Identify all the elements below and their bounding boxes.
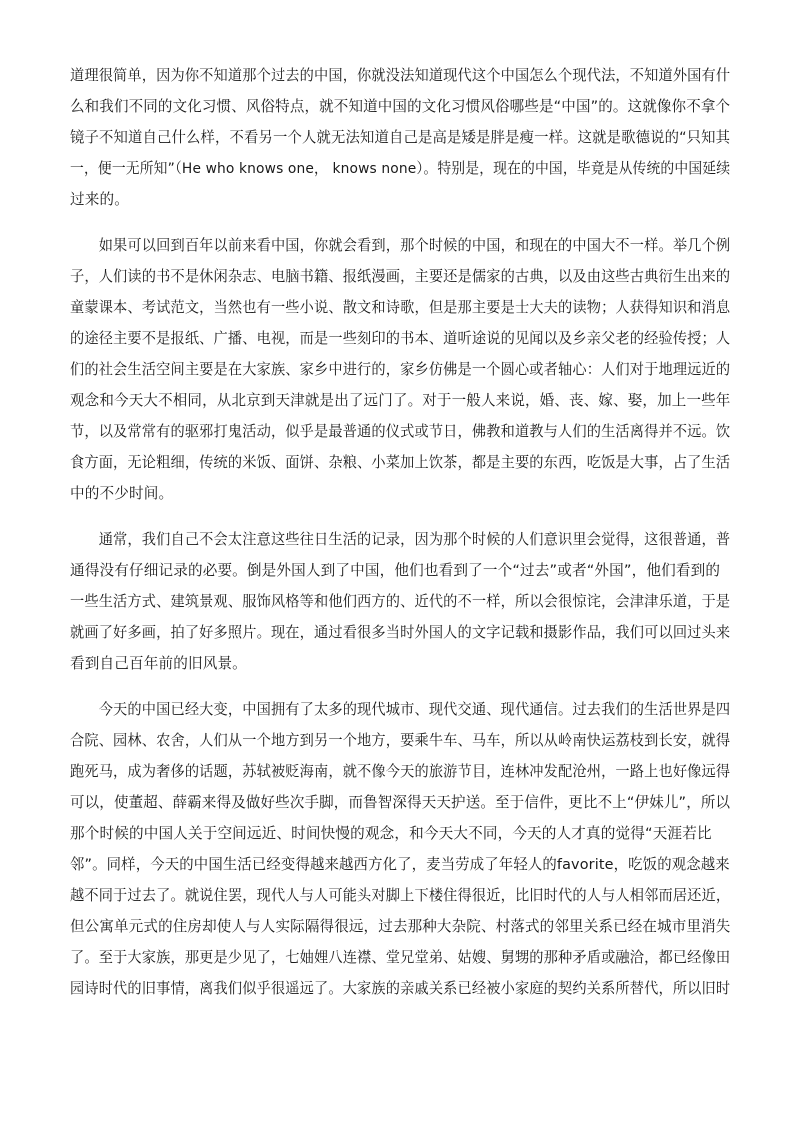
paragraph-4-line-3: 跑死马，成为奢侈的话题，苏轼被贬海南，就不像今天的旅游节目，连林冲发配沧州，一路上也好像远得: [70, 763, 731, 780]
paragraph-3-line-4: 就画了好多画，拍了好多照片。现在，通过看很多当时外国人的文字记载和摄影作品，我们可以回过头来: [70, 624, 731, 641]
paragraph-4-line-8: 但公寓单元式的住房却使人与人实际隔得很远，过去那种大杂院、村落式的邻里关系已经在城市里消失: [70, 918, 731, 935]
paragraph-4-line-4: 可以，使董超、薛霸来得及做好些次手脚，而鲁智深得天天护送。至于信件，更比不上“伊妹儿”，所以: [70, 794, 731, 811]
paragraph-3-line-5: 看到自己百年前的旧风景。: [70, 655, 247, 672]
paragraph-2-line-2: 子，人们读的书不是休闲杂志、电脑书籍、报纸漫画，主要还是儒家的古典，以及由这些古典衍生出来的: [70, 268, 731, 285]
paragraph-2-line-1: 如果可以回到百年以前来看中国，你就会看到，那个时候的中国，和现在的中国大不一样。举几个例: [70, 237, 731, 254]
paragraph-3-line-3: 一些生活方式、建筑景观、服饰风格等和他们西方的、近代的不一样，所以会很惊诧，会津津乐道，于是: [70, 593, 731, 610]
paragraph-2-line-9: 中的不少时间。: [70, 485, 174, 502]
paragraph-1-line-1: 道理很简单，因为你不知道那个过去的中国，你就没法知道现代这个中国怎么个现代法，不知道外国有什: [70, 67, 731, 84]
paragraph-2-line-7: 节，以及常常有的驱邪打鬼活动，似乎是最普通的仪式或节日，佛教和道教与人们的生活离得并不远。饮: [70, 423, 731, 440]
paragraph-3-line-2: 通得没有仔细记录的必要。倒是外国人到了中国，他们也看到了一个“过去”或者“外国”，他们看到的: [70, 562, 721, 579]
paragraph-3-line-1: 通常，我们自己不会太注意这些往日生活的记录，因为那个时候的人们意识里会觉得，这很普通，普: [70, 531, 731, 548]
paragraph-2-line-6: 观念和今天大不相同，从北京到天津就是出了远门了。对于一般人来说，婚、丧、嫁、娶，加上一些年: [70, 392, 731, 409]
paragraph-1-line-3: 镜子不知道自己什么样，不看另一个人就无法知道自己是高是矮是胖是瘦一样。这就是歌德说的“只知其: [70, 129, 731, 146]
paragraph-4-line-7: 越不同于过去了。就说住罢，现代人与人可能头对脚上下楼住得很近，比旧时代的人与人相邻而居还近，: [70, 887, 731, 904]
paragraph-2-line-4: 的途径主要不是报纸、广播、电视，而是一些刻印的书本、道听途说的见闻以及乡亲父老的经验传授；人: [70, 330, 731, 347]
paragraph-1-line-2: 么和我们不同的文化习惯、风俗特点，就不知道中国的文化习惯风俗哪些是“中国”的。这就像你不拿个: [70, 98, 731, 115]
paragraph-2-line-5: 们的社会生活空间主要是在大家族、家乡中进行的，家乡仿佛是一个圆心或者轴心：人们对于地理远近的: [70, 361, 731, 378]
paragraph-4-line-5: 那个时候的中国人关于空间远近、时间快慢的观念，和今天大不同，今天的人才真的觉得“天涯若比: [70, 825, 712, 842]
paragraph-1-line-4: 一，便一无所知”（He who knows one， knows none）。特别是，现在的中国，毕竟是从传统的中国延续: [70, 160, 731, 177]
paragraph-2-line-8: 食方面，无论粗细，传统的米饭、面饼、杂粮、小菜加上饮茶，都是主要的东西，吃饭是大事，占了生活: [70, 454, 731, 471]
paragraph-4-line-2: 合院、园林、农舍，人们从一个地方到另一个地方，要乘牛车、马车，所以从岭南快运荔枝到长安，就得: [70, 732, 731, 749]
paragraph-4-line-6: 邻”。同样，今天的中国生活已经变得越来越西方化了，麦当劳成了年轻人的favorite，吃饭的观念越来: [70, 856, 730, 873]
paragraph-4-line-1: 今天的中国已经大变，中国拥有了太多的现代城市、现代交通、现代通信。过去我们的生活世界是四: [70, 701, 731, 718]
paragraph-1-line-5: 过来的。: [70, 191, 129, 208]
paragraph-4-line-9: 了。至于大家族，那更是少见了，七妯娌八连襟、堂兄堂弟、姑嫂、舅甥的那种矛盾或融洽，都已经像田: [70, 949, 731, 966]
paragraph-2-line-3: 童蒙课本、考试范文，当然也有一些小说、散文和诗歌，但是那主要是士大夫的读物；人获得知识和消息: [70, 299, 731, 316]
paragraph-4-line-10: 园诗时代的旧事情，离我们似乎很遥远了。大家族的亲戚关系已经被小家庭的契约关系所替代，所以旧时: [70, 980, 731, 997]
